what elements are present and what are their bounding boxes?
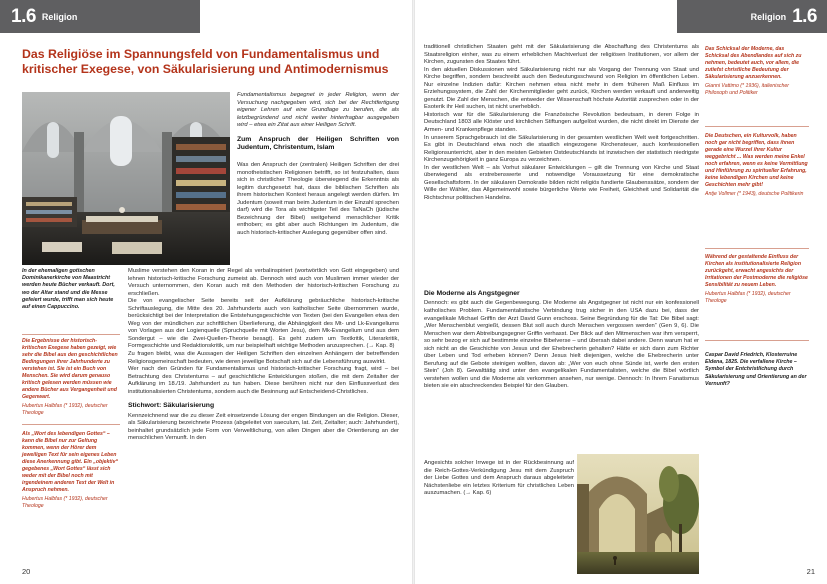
body-paragraph: Dennoch: es gibt auch die Gegenbewegung. Die Moderne als Angstgegner ist nicht nur ein konfessionell katholisches Problem. Fundamentalistische Verbindung trug sicher in den USA dazu bei, dass der evangelikale Michael Griffin der Arzt David Gunn erschoss. Seine Begründung für die Tat: Die Bibel sagt: „Wer Menschenblut vergießt, dessen Blut soll auch durch Menschen vergossen werden“ (Gen 9, 6). Die Menschen war dem Abtreibungsgegner Griffin verhasst. Der Blick auf den Mitmenschen war ihm versperrt, so sehr bezog er sich auf bestimmte einzelne Bibelverse – und übersah dabei andere. Denn warum hat er sich nicht an die Geschichte von Jesus und der Ehebrecherin gehalten? Hätte er sich dann zum Richter über Leben und Tod erheben können? Denn Jesus hielt diejenigen, welche die Ehebrecherin unter Berufung auf die Gebote steinigen wollten, davon ab: „Wer von euch ohne Sünde ist, werfe den ersten Stein“ (Joh 8). Gewalttätig sind unter den evangelikalen Fundamentalisten, welche die Bibel wörtlich verstehen wollen und die Moderne als verkommen ansehen, nur wenige. Dennoch: In Ihrem Fanatismus bieten sie ein abschreckendes Beispiel für den Glauben. [424,300,699,390]
body-paragraph: Historisch war für die Säkularisierung die Französische Revolution bedeutsam, in deren Folge in Deutschland 1803 alle Klöster und kirchlichen Stiftungen aufgelöst wurden, die nicht direkt im Dienste der Armen- und Krankenpflege standen. [424,111,699,134]
body-paragraph: In der westlichen Welt – als Vorhut säkularer Entwicklungen – gilt die Trennung von Kirche und Staat überwiegend als erstrebenswerte und notwendige Voraussetzung für eine demokratische Gesellschaftsform. In der säkularen Demokratie bilden nicht religiös fundierte Glaubenssätze, sondern der Wille der Wähler, das Allgemeinwohl sowie bürgerliche Werte wie Freiheit, Gleichheit und Solidarität die Richtschnur politischen Handelns. [424,164,699,201]
right-header-bar [677,0,827,33]
abbey-ruin-painting [577,454,699,574]
bookstore-church-photo [22,92,230,265]
right-chapter-number: 1.6 [792,5,817,27]
left-upper-column [237,92,399,155]
sidebar-divider [22,424,120,425]
section-heading-secularization: Stichwort: Säkularisierung [128,402,215,410]
right-page [414,0,827,584]
left-sidebar-quote-1 [22,338,120,417]
quote-source: Hubertus Halbfas (* 1932), deutscher Theologe [22,403,108,416]
left-lower-column [128,268,399,568]
sidebar-divider [705,340,809,341]
right-lower-column-bottom [424,460,574,570]
sidebar-divider [705,248,809,249]
left-page [0,0,413,584]
body-paragraph: In unserem Sprachgebrauch ist die Säkularisierung in der gesamten westlichen Welt weit fortgeschritten. Es gibt in Deutschland etwa noch die staatlich eingezogene Kirchensteuer, auch konfessionellen Religionsunterricht, aber in den meisten Gebieten Ostdeutschlands ist inzwischen der statistisch niedrigste Kirchenzugehörigkeit in ganz Europa zu verzeichnen. [424,134,699,164]
right-lower-column-top [424,288,699,458]
section-heading-modernity: Die Moderne als Angstgegner [424,290,520,297]
quote-source: Gianni Vattimo (* 1936), italienischer Philosoph und Politiker [705,83,790,96]
right-page-number: 21 [806,567,815,576]
church-interior-image [22,92,230,265]
body-paragraph: Angesichts solcher Irrwege ist in der Rückbesinnung auf die Reich-Gottes-Verkündigung Jesu mit dem Zuspruch der Liebe Gottes und dem Anspruch daraus abgeleiteter Nächstenliebe ein letztes Kriterium für christliches Leben auszumachen. (→ Kap. 6) [424,460,574,497]
body-paragraph: Muslime verstehen den Koran in der Regel als verbalinspiriert (wortwörtlich von Gott eingegeben) und lehnen historisch-kritische Forschung zumeist ab. Dennoch wird auch von Muslimen immer wieder der Versuch unternommen, den Koran auch mit den Methoden der historisch-kritischen Forschung zu erschließen. [128,268,399,297]
left-chapter-number: 1.6 [11,5,36,27]
body-paragraph: traditionell christlichen Staaten geht mit der Säkularisierung die Abschaffung des Christentums als Staatsreligion einher, was zu einem erheblichen Machtverlust der religiösen Institutionen, vor allem der Kirchen, zugunsten des Staates führt. [424,44,699,66]
right-sidebar-quote-3 [705,254,809,305]
left-chapter-topic: Religion [41,11,78,22]
left-header-bar [0,0,200,33]
right-sidebar-quote-1 [705,46,809,97]
body-paragraph: Zu fragen bleibt, was die Aussagen der Heiligen Schriften den einzelnen Anhängern der betreffenden Religionsgemeinschaft bedeuten, wie deren jeweilige Botschaft sich auf die Lebensführung auswirkt. [128,351,399,365]
left-page-number: 20 [22,567,31,576]
right-chapter-topic: Religion [750,11,787,22]
left-main-column [237,162,399,266]
sidebar-divider [22,334,120,335]
body-paragraph: Wer nach den Gründen für Fundamentalismus und historisch-kritischer Forschung fragt, wird – bei Betrachtung des Christentums – auf geschichtliche Entwicklungen stoßen, die mit dem Zeitalter der Aufklärung im 18./19. Jahrhundert zu tun haben. Diese berühren nicht nur den Einflussverlust des institutionalisierten Christentums, sondern auch die Besinnung auf Entscheidend-Christliches. [128,366,399,395]
right-main-column [424,44,699,284]
quote-text: Während der gestaltende Einfluss der Kirchen als institutionalisierte Religion zurückgeht, erwacht angesichts der Irritationen der Postmoderne die religiöse Sensibilität zu neuem Leben. [705,254,808,288]
left-sidebar-quote-2 [22,431,120,510]
body-paragraph: In den aktuellen Diskussionen wird Säkularisierung nicht nur als Vorgang der Trennung von Staat und Kirche begriffen, sondern beschreibt auch den Bedeutungsschwund von Religion im öffentlichen Leben. Nur einzelne Indizien dafür: Kirchen nehmen etwa nicht mehr in dem früheren Maß Einfluss im Erziehungssystem, die Zahl der Kirchenmitglieder geht zurück, Kirchen werden verkauft und anderweitig genutzt. Die Zahl der Menschen, die entweder der Wissenschaft höchste Autorität zusprechen oder in der Esoterik ihr Heil suchen, ist nicht unerheblich. [424,66,699,111]
intro-paragraph: Fundamentalismus begegnet in jeder Religion, wenn der Versuchung nachgegeben wird, sich bei der Rechtfertigung eigener Lehren auf eine Grundlage zu berufen, die als letztbegründend und nicht weiter hinterfragbar ausgegeben wird – etwa ein Zitat aus einer Heiligen Schrift. [237,92,399,129]
body-paragraph: Kennzeichnend war die zu dieser Zeit einsetzende Lösung der engen Bindungen an die Religion. Dieser, als Säkularisierung bezeichnete Prozess (abgeleitet von saeculum, lat. Zeit, Zeitalter; auch: Jahrhundert), beinhaltet grundsätzlich jede Form von Verweltlichung, von allen Dingen aber die Orientierung an der menschlichen Vernunft. In den [128,412,399,442]
quote-source: Hubertus Halbfas (* 1932), deutscher Theologe [705,291,791,304]
right-sidebar-quote-2 [705,133,809,198]
body-paragraph: Die von evangelischer Seite bereits seit der Aufklärung gebräuchliche historisch-kritische Schriftauslegung, die Mitte des 20. Jahrhunderts auch von katholischer Seite übernommen wurde, berücksichtigt bei der Interpretation die Entstehungsgeschichte von Texten (bei den Evangelien etwa den Weg von der mündlichen zur schriftlichen Überlieferung, die Abhängigkeit des Mt- und Lk-Evangeliums von Vorlagen aus der Logienquelle (Spruchquelle mit Worten Jesu), dem Mk-Evangelium und aus dem Sondergut – wie die Zwei-Quellen-Theorie besagt). Es geht zudem um Textkritik, Literarkritik, Formgeschichte und Redaktionskritik, um nur beispielhaft wichtige Methoden anzusprechen. (→ Kap. 8) [128,298,399,350]
article-title: Das Religiöse im Spannungsfeld von Fundamentalismus und kritischer Exegese, von Säkularisierung und Antimodernismus [22,47,389,76]
bookstore-photo-caption: In der ehemaligen gotischen Dominikanerkirche von Maastricht werden heute Bücher verkauft. Dort, wo der Altar stand und die Messe gefeiert wurde, trifft man sich heute auf einen Cappuccino. [22,268,115,311]
abbey-painting-caption: Caspar David Friedrich, Klosterruine Eldena, 1825. Die verfallene Kirche – Symbol der Entchristlichung durch Säkularisierung und Orientierung an der Vernunft? [705,352,807,387]
quote-source: Hubertus Halbfas (* 1932), deutscher Theologe [22,496,108,509]
klosterruine-eldena-image [577,454,699,574]
quote-text: Die Deutschen, ein Kulturvolk, haben noch gar nicht begriffen, dass ihnen gerade eine Wurzel ihrer Kultur weggebricht ... Was werden meine Enkel noch erfahren, wenn es keine Vermittlung und Hinführung zu spiritueller Erfahrung, keine lebendigen Kirchen und keine Geschichten mehr gibt! [705,133,808,188]
quote-text: Die Ergebnisse der historisch-kritischen Exegese haben gezeigt, wie sehr die Bibel aus den geschichtlichen Bedingungen ihrer Jahrhunderte zu verstehen ist. Sie ist ein Buch von Menschen. Sie wird darum genauso kritisch gelesen werden müssen wie andere Bücher aus Vergangenheit und Gegenwart. [22,338,118,400]
quote-source: Antje Vollmer (* 1943), deutsche Politikerin [705,191,804,197]
quote-text: Das Schicksal der Moderne, das Schicksal des Abendlandes auf sich zu nehmen, bedeutet auch, vor allem, die zutiefst christliche Bedeutung der Säkularisierung anzuerkennen. [705,46,802,80]
sidebar-divider [705,126,809,127]
quote-text: Als „Wort des lebendigen Gottes“ – kann die Bibel nur zur Geltung kommen, wenn der Hörer dem jeweiligen Text für sein eigenes Leben diese Anerkennung gibt. Ein „objektiv“ gegebenes „Wort Gottes“ lässt sich weder mit der Bibel noch mit irgendeinem anderen Text der Welt in Anspruch nehmen. [22,431,119,493]
section-heading-holy-scriptures: Zum Anspruch der Heiligen Schriften von Judentum, Christentum, Islam [237,135,399,152]
body-paragraph: Was den Anspruch der (zentralen) Heiligen Schriften der drei monotheistischen Religionen betrifft, so ist festzuhalten, dass sich in christlicher Theologie überwiegend die Erkenntnis als legitim durchgesetzt hat, dass die biblischen Schriften als ihrem historischen Kontext heraus angelegt werden dürfen. Im Judentum (soweit man beim Judentum in der Einzahl sprechen darf) wird die Tora als wichtigster Teil des TaNaCh (jüdische Bezeichnung der Bibel) weitgehend menschlicher Kritik enthoben; es gibt aber auch Richtungen im Judentum, die auch historisch-kritischer Auslegung gegenüber offen sind. [237,162,399,236]
